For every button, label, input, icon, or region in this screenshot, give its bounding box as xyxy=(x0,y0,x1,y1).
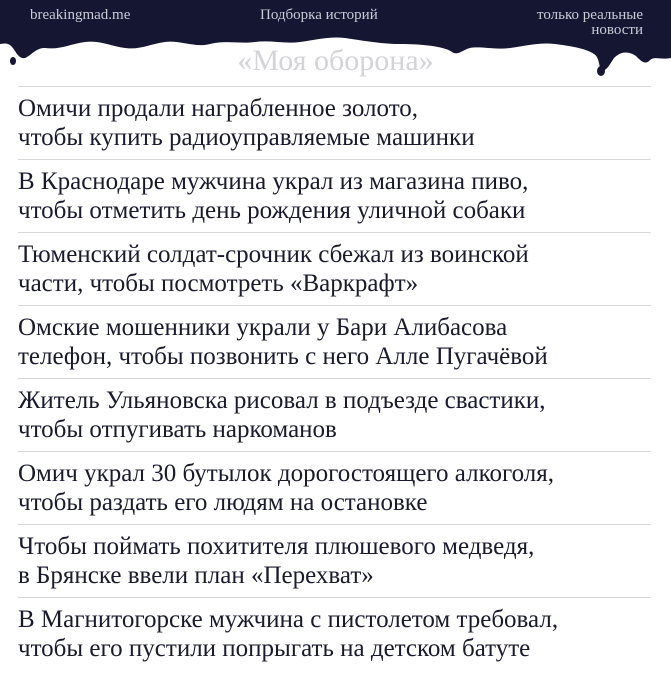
story-line1: Омские мошенники украли у Бари Алибасова xyxy=(18,314,508,341)
story-item[interactable] xyxy=(18,598,651,671)
story-item[interactable] xyxy=(18,160,651,233)
story-item[interactable] xyxy=(18,87,651,160)
story-line1: Омичи продали награбленное золото, xyxy=(18,95,419,122)
story-line1: В Краснодаре мужчина украл из магазина пиво, xyxy=(18,168,529,195)
story-line2: в Брянске ввели план «Перехват» xyxy=(18,562,374,589)
story-line1: Житель Ульяновска рисовал в подъезде свастики, xyxy=(18,387,546,414)
tagline xyxy=(483,8,643,38)
story-line1: Тюменский солдат-срочник сбежал из воинской xyxy=(18,241,529,268)
story-line2: чтобы отметить день рождения уличной собаки xyxy=(18,197,526,224)
story-item[interactable] xyxy=(18,525,651,598)
story-line2: чтобы раздать его людям на остановке xyxy=(18,489,428,516)
site-name[interactable]: breakingmad.me xyxy=(30,7,131,23)
section-name: Подборка историй xyxy=(260,7,378,23)
story-line2: части, чтобы посмотреть «Варкрафт» xyxy=(18,270,419,297)
story-list xyxy=(18,86,651,671)
tagline-line1: только реальные xyxy=(537,7,643,23)
story-line1: В Магнитогорске мужчина с пистолетом требовал, xyxy=(18,606,559,633)
story-line2: чтобы его пустили попрыгать на детском батуте xyxy=(18,635,531,662)
tagline-line2: новости xyxy=(591,22,643,38)
story-item[interactable] xyxy=(18,452,651,525)
page-title: «Моя оборона» xyxy=(237,44,434,77)
story-item[interactable] xyxy=(18,379,651,452)
header-banner xyxy=(0,0,671,80)
story-line1: Чтобы поймать похитителя плюшевого медведя, xyxy=(18,533,535,560)
story-line2: телефон, чтобы позвонить с него Алле Пугачёвой xyxy=(18,343,548,370)
story-item[interactable] xyxy=(18,306,651,379)
story-item[interactable] xyxy=(18,233,651,306)
story-line1: Омич украл 30 бутылок дорогостоящего алкоголя, xyxy=(18,460,554,487)
story-line2: чтобы купить радиоуправляемые машинки xyxy=(18,124,475,151)
story-line2: чтобы отпугивать наркоманов xyxy=(18,416,337,443)
